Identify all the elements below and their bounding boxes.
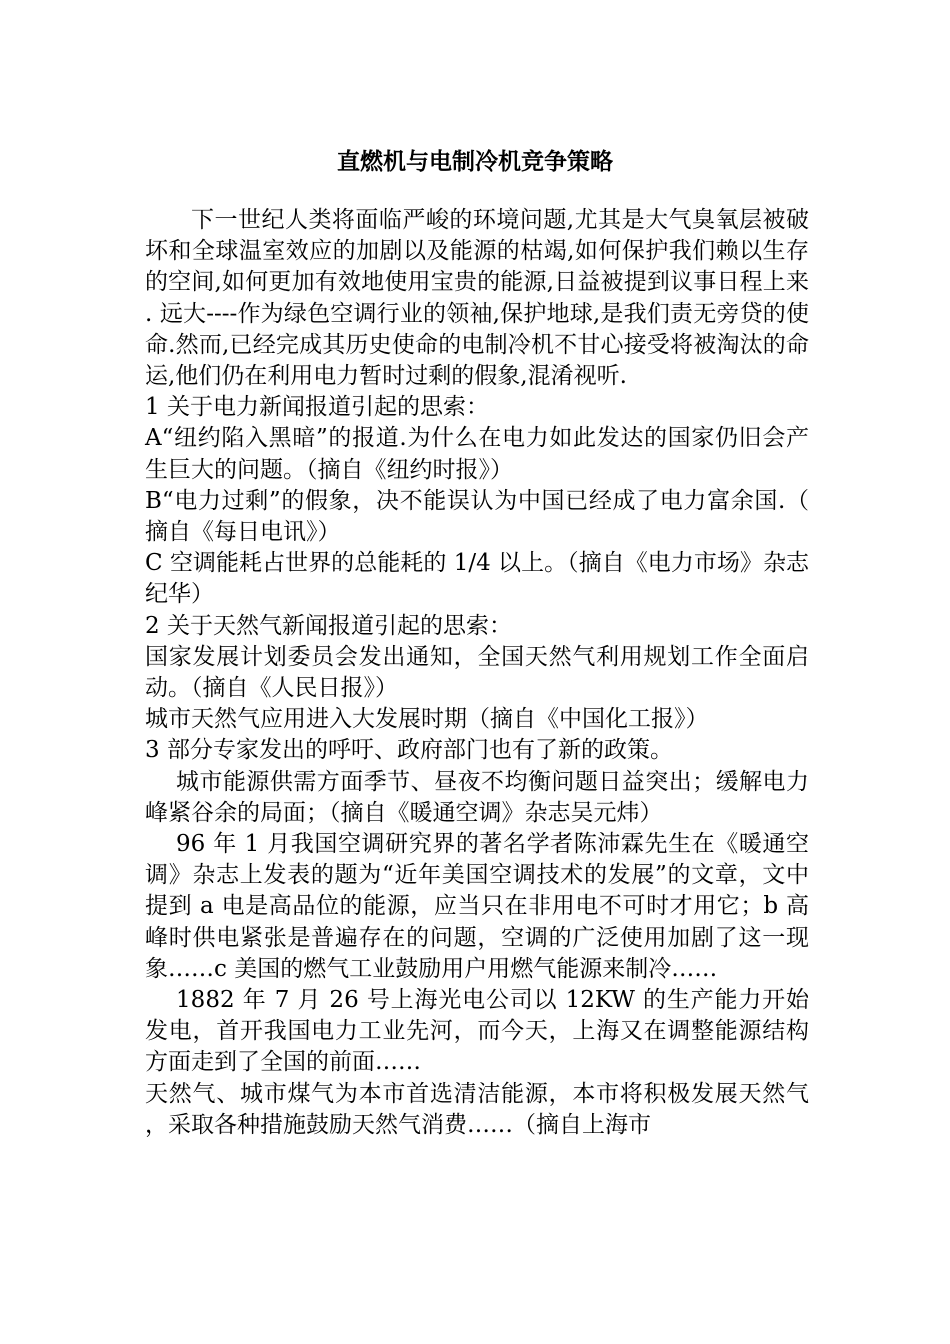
item-b-paragraph: B“电力过剩”的假象，决不能误认为中国已经成了电力富余国.（摘自《每日电讯》） — [145, 487, 809, 546]
gas-planning-paragraph: 国家发展计划委员会发出通知，全国天然气利用规划工作全面启动。（摘自《人民日报》） — [145, 643, 809, 702]
section-2-heading: 2 关于天然气新闻报道引起的思索： — [145, 612, 512, 639]
clean-energy-paragraph: 天然气、城市煤气为本市首选清洁能源，本市将积极发展天然气，采取各种措施鼓励天然气消费……（摘自上海市 — [145, 1080, 809, 1138]
item-c-paragraph: C 空调能耗占世界的总能耗的 1/4 以上。（摘自《电力市场》杂志纪华） — [145, 550, 809, 608]
document-body — [145, 205, 809, 1141]
item-a-paragraph: A“纽约陷入黑暗”的报道.为什么在电力如此发达的国家仍旧会产生巨大的问题。（摘自《纽约时报》） — [145, 425, 809, 483]
expert-article-paragraph: 96 年 1 月我国空调研究界的著名学者陈沛霖先生在《暖通空调》杂志上发表的题为“近年美国空调技术的发展”的文章，文中提到 a 电是高品位的能源，应当只在非用电不可时才用它；b 高峰时供电紧张是普遍存在的问题，空调的广泛使用加剧了这一现象……c 美国的燃气工业鼓励用户用燃气能源来制冷…… — [145, 831, 809, 982]
energy-balance-paragraph: 城市能源供需方面季节、昼夜不均衡问题日益突出；缓解电力峰紧谷余的局面；（摘自《暖通空调》杂志吴元炜） — [145, 768, 809, 826]
section-3-heading: 3 部分专家发出的呼吁、政府部门也有了新的政策。 — [145, 737, 673, 764]
document-title: 直燃机与电制冷机竞争策略 — [337, 148, 613, 175]
section-1-heading: 1 关于电力新闻报道引起的思索： — [145, 394, 489, 421]
shanghai-history-paragraph: 1882 年 7 月 26 号上海光电公司以 12KW 的生产能力开始发电，首开我国电力工业先河，而今天，上海又在调整能源结构方面走到了全国的前面…… — [145, 987, 809, 1076]
intro-paragraph: 下一世纪人类将面临严峻的环境问题,尤其是大气臭氧层被破坏和全球温室效应的加剧以及能源的枯竭,如何保护我们赖以生存的空间,如何更加有效地使用宝贵的能源,日益被提到议事日程上来. 远大----作为绿色空调行业的领袖,保护地球,是我们责无旁贷的使命.然而,已经完成其历史使命的电制冷机不甘心接受将被淘汰的命运,他们仍在利用电力暂时过剩的假象,混淆视听. — [145, 207, 809, 390]
city-gas-paragraph: 城市天然气应用进入大发展时期（摘自《中国化工报》） — [145, 706, 709, 733]
